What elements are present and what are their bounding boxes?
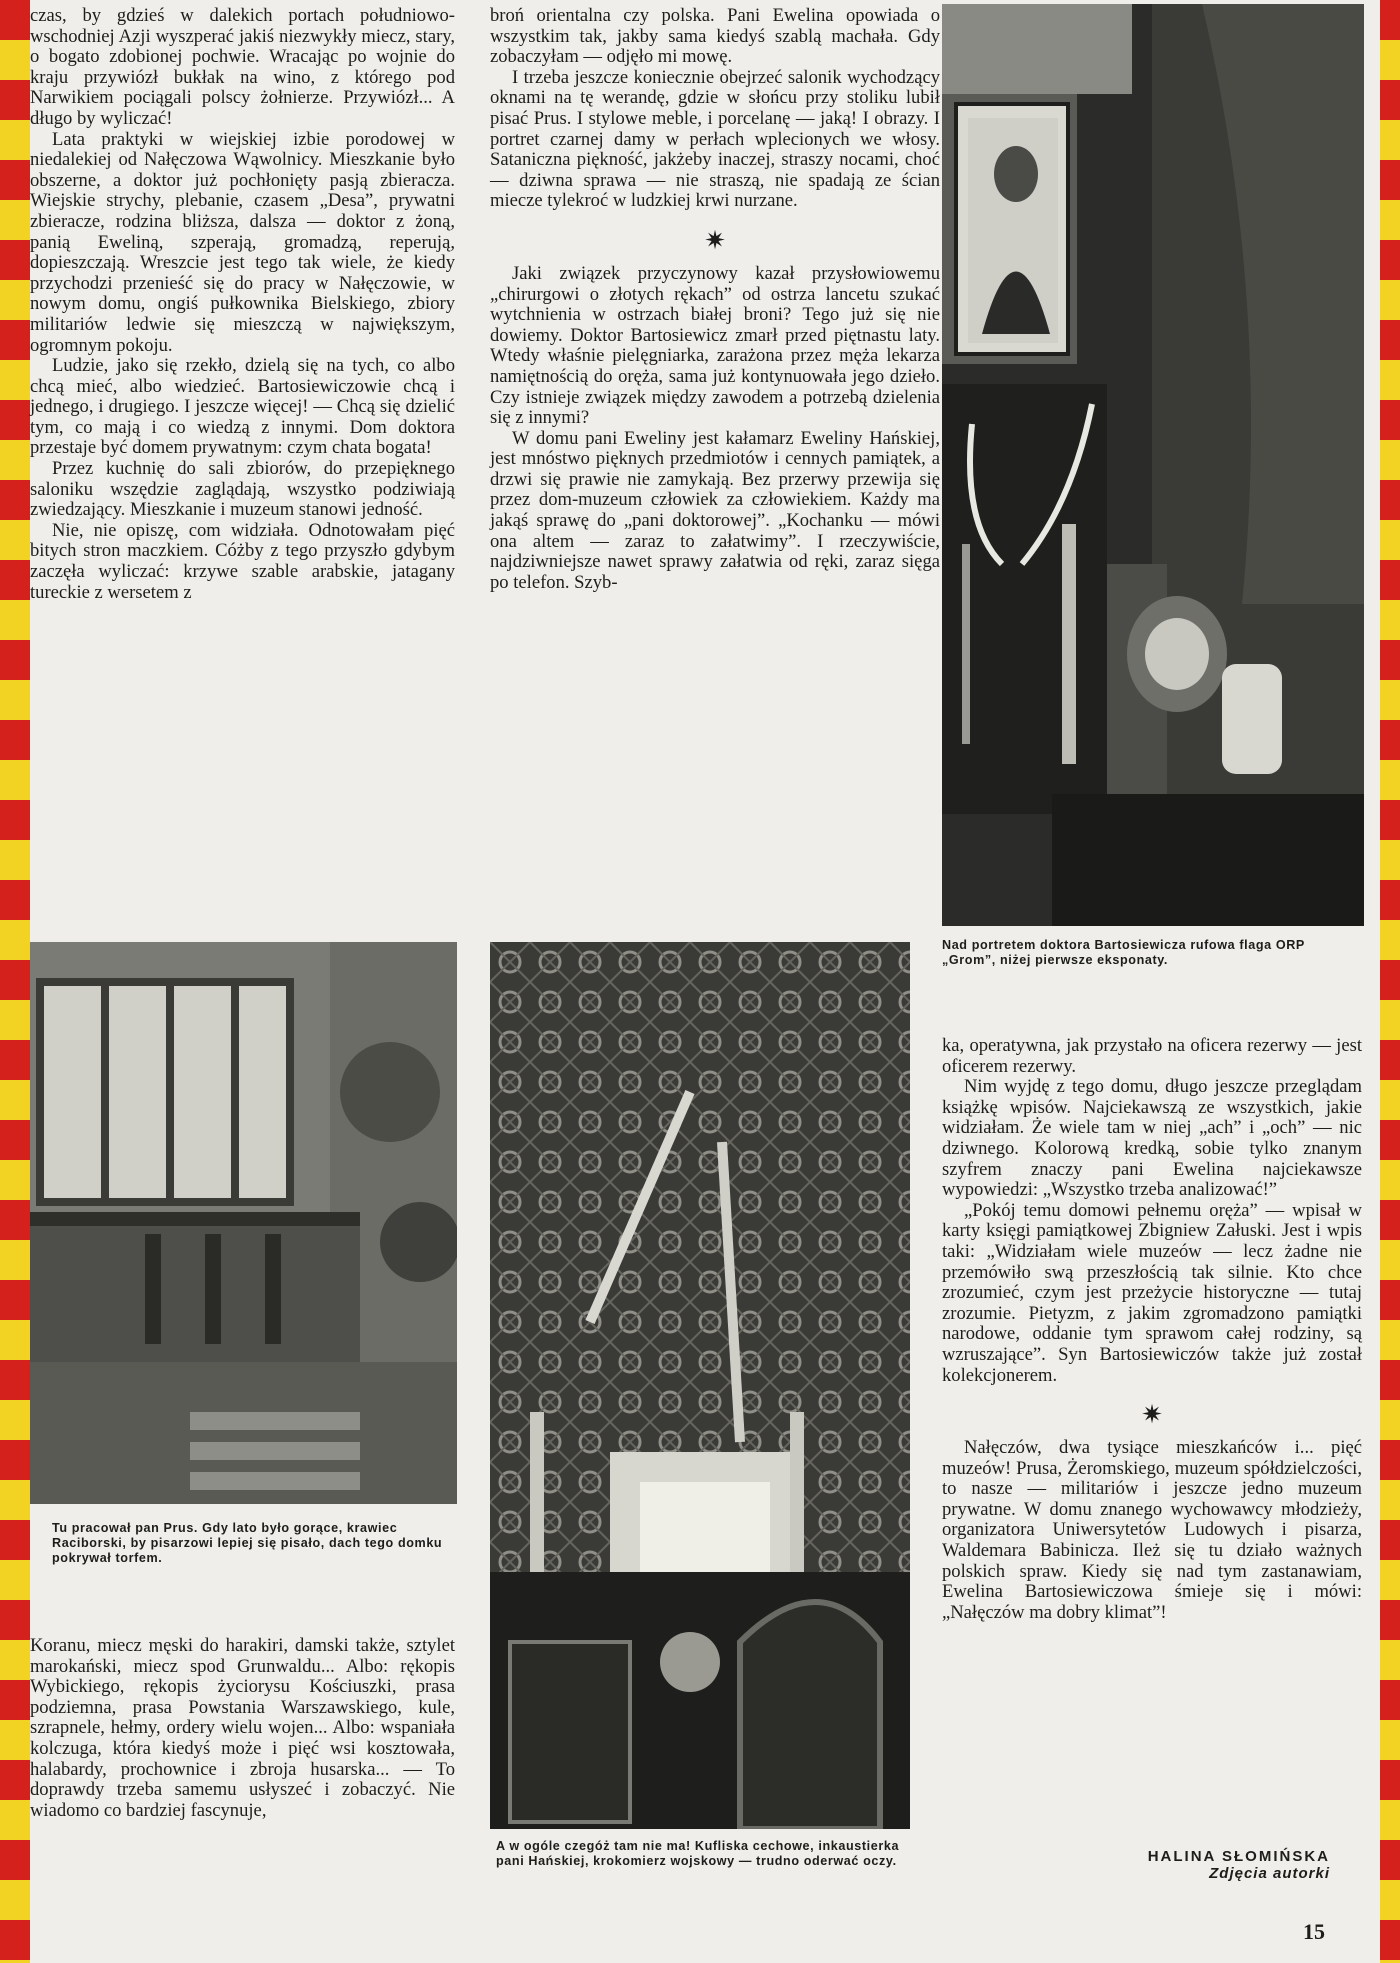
photo-portrait-graphic [942,4,1364,926]
column-1-top-text [30,6,455,603]
page-number: 15 [1303,1919,1325,1944]
paragraph: Koranu, miecz męski do harakiri, damski także, sztylet marokański, miecz spod Grunwaldu... Albo: rękopis Wybickiego, rękopis życiorysu Kościuszki, prasa podziemna, prasa Powstania Warszawskiego, kule, szrapnele, hełmy, ordery wielu wojen... Albo: wspaniała kolczuga, która kiedyś może i pięć wsi kosztowała, halabardy, prochownice i zbroja husarska... — To doprawdy trzeba samemu usłyszeć i zobaczyć. Nie wiadomo co bardziej fascynuje, [30,1635,455,1821]
caption-portrait-photo: Nad portretem doktora Bartosiewicza rufowa flaga ORP „Grom”, niżej pierwsze eksponaty. [942,938,1305,967]
photo-prus-veranda [30,942,457,1504]
photo-portrait-and-exhibits [942,4,1364,926]
magazine-page [30,0,1380,1963]
photo-tapestry-graphic [490,942,910,1829]
caption-veranda-photo: Tu pracował pan Prus. Gdy lato było gorące, krawiec Raciborski, by pisarzowi lepiej się pisało, dach tego domku pokrywał torfem. [52,1521,443,1565]
paragraph: ka, operatywna, jak przystało na oficera rezerwy — jest oficerem rezerwy. [942,1035,1362,1077]
article-signature [1148,1848,1330,1882]
paragraph: Lata praktyki w wiejskiej izbie porodowej w niedalekiej od Nałęczowa Wąwolnicy. Mieszkanie było obszerne, a doktor już pochłonięty pasją zbieracza. Wiejskie strychy, plebanie, czasem „Desa”, prywatni zbieracze, rodzina bliższa, dalsza — doktor z żoną, panią Eweliną, szperają, gromadzą, reperują, dopieszczają. Wreszcie jest tego tak wiele, że kiedy przychodzi przenieść się do pracy w Nałęczowie, w nowym domu, ongiś pułkownika Bielskiego, zbiory militariów ledwie się mieszczą w największym, ogromnym pokoju. [30,128,455,356]
column-3-text [942,1036,1362,1623]
photo-credit: Zdjęcia autorki [1209,1865,1330,1882]
paragraph: W domu pani Eweliny jest kałamarz Eweliny Hańskiej, jest mnóstwo pięknych przedmiotów i cennych pamiątek, a drzwi się prawie nie zamykają. Bez przerwy przewija się przez dom-muzeum człowiek za człowiekiem. Każdy ma jakąś sprawę do „pani doktorowej”. „Kochanku — mówi ona altem — zaraz to załatwimy”. I rzeczywiście, najdziwniejsze nawet sprawy załatwia od ręki, zaraz sięga po telefon. Szyb- [490,427,940,593]
paragraph: I trzeba jeszcze koniecznie obejrzeć salonik wychodzący oknami na tę werandę, gdzie w słońcu przy stoliku lubił pisać Prus. I stylowe meble, i porcelanę — jaką! I obrazy. I portret czarnej damy w perłach wplecionych we włosy. Sataniczna piękność, jakżeby inaczej, straszy nocami, choć — dziwna sprawa — nie straszą, nie spadają ze ścian miecze tylekroć w ludzkiej krwi nurzane. [490,66,940,212]
paragraph: Nie, nie opiszę, com widziała. Odnotowałam pięć bitych stron maczkiem. Cóżby z tego przyszło gdybym zaczęła wyliczać: krzywe szable arabskie, jatagany tureckie z wersetem z [30,519,455,603]
photo-veranda-graphic [30,942,457,1504]
paragraph: Przez kuchnię do sali zbiorów, do przepięknego saloniku wszędzie zaglądają, wszystko podziwiają zwiedzający. Mieszkanie i muzeum stanowi jedność. [30,458,455,521]
caption-tapestry-photo: A w ogóle czegóż tam nie ma! Kufliska cechowe, inkaustierka pani Hańskiej, krokomierz wojskowy — trudno oderwać oczy. [496,1839,900,1868]
section-separator-star: ✷ [1141,1400,1163,1430]
right-edge-stripes [1380,0,1400,1963]
photo-tapestry-exhibits [490,942,910,1829]
paragraph: Jaki związek przyczynowy kazał przysłowiowemu „chirurgowi o złotych rękach” od ostrza lancetu szukać wytchnienia w ostrzach białej broni? Tego już się nie dowiemy. Doktor Bartosiewicz zmarł przed piętnastu laty. Wtedy właśnie pielęgniarka, zarażona przez męża lekarza namiętnością do oręża, sama już kontynuowała jego dzieło. Czy istnieje związek między zawodem a potrzebą dzielenia się z innymi? [490,262,940,429]
paragraph: broń orientalna czy polska. Pani Ewelina opowiada o wszystkim tak, jakby sama kiedyś szablą machała. Gdy zobaczyłam — odjęło mi mowę. [490,5,940,68]
column-1-bottom-text [30,1636,455,1821]
author-name: HALINA SŁOMIŃSKA [1147,1848,1330,1865]
section-separator-star: ✷ [704,225,726,255]
paragraph: Nim wyjdę z tego domu, długo jeszcze przeglądam książkę wpisów. Najciekawszą ze wszystkich, jakie widziałam. Że wiele tam w niej „ach” i „och” — nic dziwnego. Kolorową kredką, sobie tylko znanym szyfrem znaczy pani Ewelina najciekawsze wypowiedzi: „Wszystko trzeba analizować!” [942,1076,1362,1201]
paragraph: Ludzie, jako się rzekło, dzielą się na tych, co albo chcą mieć, albo wiedzieć. Bartosiewiczowie chcą i jednego, i drugiego. I jeszcze więcej! — Chcą się dzielić tym, co mają i co wiedzą z innymi. Dom doktora przestaje być domem prywatnym: czym chata bogata! [30,355,455,459]
paragraph: czas, by gdzieś w dalekich portach południowo-wschodniej Azji wyszperać jakiś niezwykły miecz, stary, o bogato zdobionej pochwie. Wracając po wojnie do kraju przywiózł bukłak na wino, z którego pod Narwikiem pociągali polscy żołnierze. Przywiózł... A długo by wyliczać! [30,5,455,129]
left-edge-stripes [0,0,30,1963]
paragraph: „Pokój temu domowi pełnemu oręża” — wpisał w karty księgi pamiątkowej Zbigniew Załuski. Jest i wpis taki: „Widziałam wiele muzeów — lecz żadne nie przemówiło swą przeszłością tak silnie. Kto chce zrozumieć, czym jest przeżycie historyczne — tutaj zrozumie. Pietyzm, z jakim zgromadzono pamiątki narodowe, oddanie tym sprawom całej rodziny, są wzruszające”. Syn Bartosiewiczów także już został kolekcjonerem. [942,1199,1362,1386]
column-2-top-text [490,6,940,593]
paragraph: Nałęczów, dwa tysiące mieszkańców i... pięć muzeów! Prusa, Żeromskiego, muzeum spółdzielczości, to nasze — militariów i jeszcze jedno muzeum prywatne. W domu znanego wychowawcy młodzieży, organizatora Uniwersytetów Ludowych i pisarza, Waldemara Babinicza. Ileż się tu działo ważnych polskich spraw. Kiedy się nad tym zastanawiam, Ewelina Bartosiewiczowa śmieje się i mówi: „Nałęczów ma dobry klimat”! [942,1437,1362,1623]
